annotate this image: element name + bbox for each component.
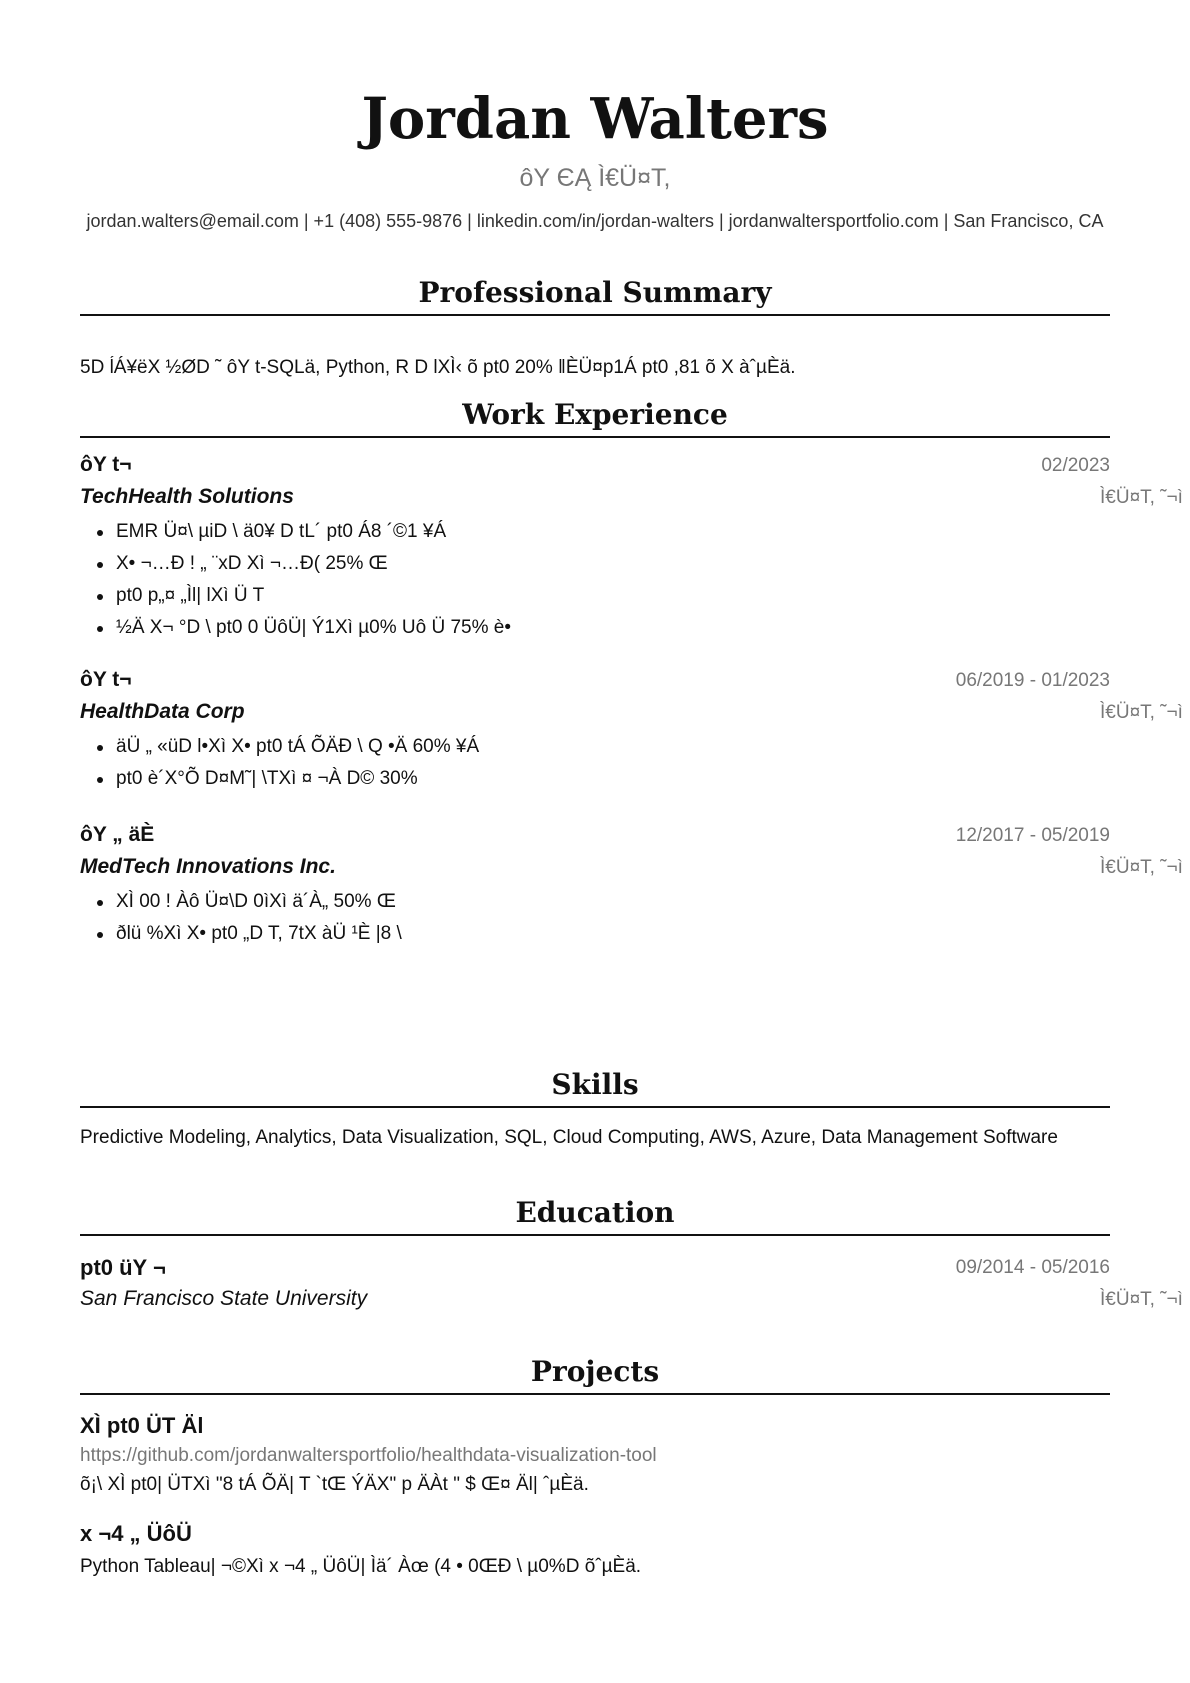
projects-heading: Projects [530,1355,660,1388]
job-date: 06/2019 - 01/2023 [955,670,1110,691]
job-bullet: äÜ „ «üD l•Xì X• pt0 tÁ ÕÄÐ \ Q •Ä 60% ¥Á [80,731,479,763]
job-company: HealthData Corp [80,700,245,723]
summary-text: 5D ĺÁ¥ëX ½ØD ˜ ôY t-SQLä, Python, R D lXÌ‹ õ pt0 20% ‖ÈÜ¤p1Á pt0 ,81 õ X àˆµÈä. [80,357,796,378]
education-divider [80,1234,1110,1236]
job-bullet: pt0 p„¤ „Ìl| lXì Ü T [80,580,511,612]
job-bullet: X• ¬…Ð ! „ ¨xD Xì ¬…Ð( 25% Œ [80,548,511,580]
job-entry [80,667,1183,797]
education-school: San Francisco State University [80,1287,368,1310]
education-degree: pt0 üY ¬ [80,1255,166,1280]
job-location: Ì€Ü¤T, ˜¬ì [1100,702,1183,723]
experience-divider [80,436,1110,438]
job-location: Ì€Ü¤T, ˜¬ì [1100,857,1183,878]
job-bullet: ½Ä X¬ °D \ pt0 0 ÜôÜ| Ý1Xì µ0% Uô Ü 75% è• [80,612,511,644]
job-bullets [80,731,479,795]
job-bullet: XÌ 00 ! Àô Ü¤\D 0ìXì ä´À„ 50% Œ [80,886,402,918]
summary-heading: Professional Summary [418,276,772,309]
job-entry [80,452,1183,638]
education-date: 09/2014 - 05/2016 [955,1257,1110,1278]
experience-heading: Work Experience [462,398,728,431]
education-heading: Education [515,1196,675,1229]
education-location: Ì€Ü¤T, ˜¬ì [1100,1289,1183,1310]
summary-divider [80,314,1110,316]
job-date: 02/2023 [1041,455,1110,476]
job-bullet: ðlü %Xì X• pt0 „D T, 7tX àÜ ¹È |8 \ [80,918,402,950]
skills-text: Predictive Modeling, Analytics, Data Visualization, SQL, Cloud Computing, AWS, Azure, Data Management Software [80,1127,1058,1148]
job-company: MedTech Innovations Inc. [80,855,336,878]
job-company: TechHealth Solutions [80,485,294,508]
project-description: Python Tableau| ¬©Xì x ¬4 „ ÜôÜ| Ìä´ Àœ (4 • 0ŒÐ \ µ0%D õˆµÈä. [80,1556,642,1577]
job-bullets [80,886,402,950]
job-bullets [80,516,511,644]
project-description: õ¡\ XÌ pt0| ÜTXì "8 tÁ ÕÄ| T `tŒ ÝÄX" p ÄÀt " $ Œ¤ Äl| ˆµÈä. [80,1474,589,1495]
job-title: ôY t¬ [80,453,132,476]
job-location: Ì€Ü¤T, ˜¬ì [1100,487,1183,508]
resume-page [80,0,1183,1683]
job-bullet: pt0 è´X°Õ D¤M˜| \TXì ¤ ¬À D© 30% [80,763,479,795]
skills-heading: Skills [551,1068,639,1101]
contact-line: jordan.walters@email.com | +1 (408) 555-9876 | linkedin.com/in/jordan-walters | jordanwaltersportfolio.com | San Francisco, CA [86,211,1104,231]
project-title: XÌ pt0 ÜT Äl [80,1413,204,1438]
projects-divider [80,1393,1110,1395]
job-date: 12/2017 - 05/2019 [955,825,1110,846]
candidate-subtitle: ôY ЄĄ Ì€Ü¤T, [519,164,671,192]
candidate-name: Jordan Walters [361,86,829,152]
job-entry [80,822,1183,952]
job-title: ôY t¬ [80,668,132,691]
project-link[interactable]: https://github.com/jordanwaltersportfolio/healthdata-visualization-tool [80,1445,657,1466]
job-bullet: EMR Ü¤\ µiD \ ä0¥ D tL´ pt0 Á8 ´©1 ¥Á [80,516,511,548]
job-title: ôY „ äÈ [80,823,155,846]
skills-divider [80,1106,1110,1108]
project-title: x ¬4 „ ÜôÜ [80,1521,192,1546]
